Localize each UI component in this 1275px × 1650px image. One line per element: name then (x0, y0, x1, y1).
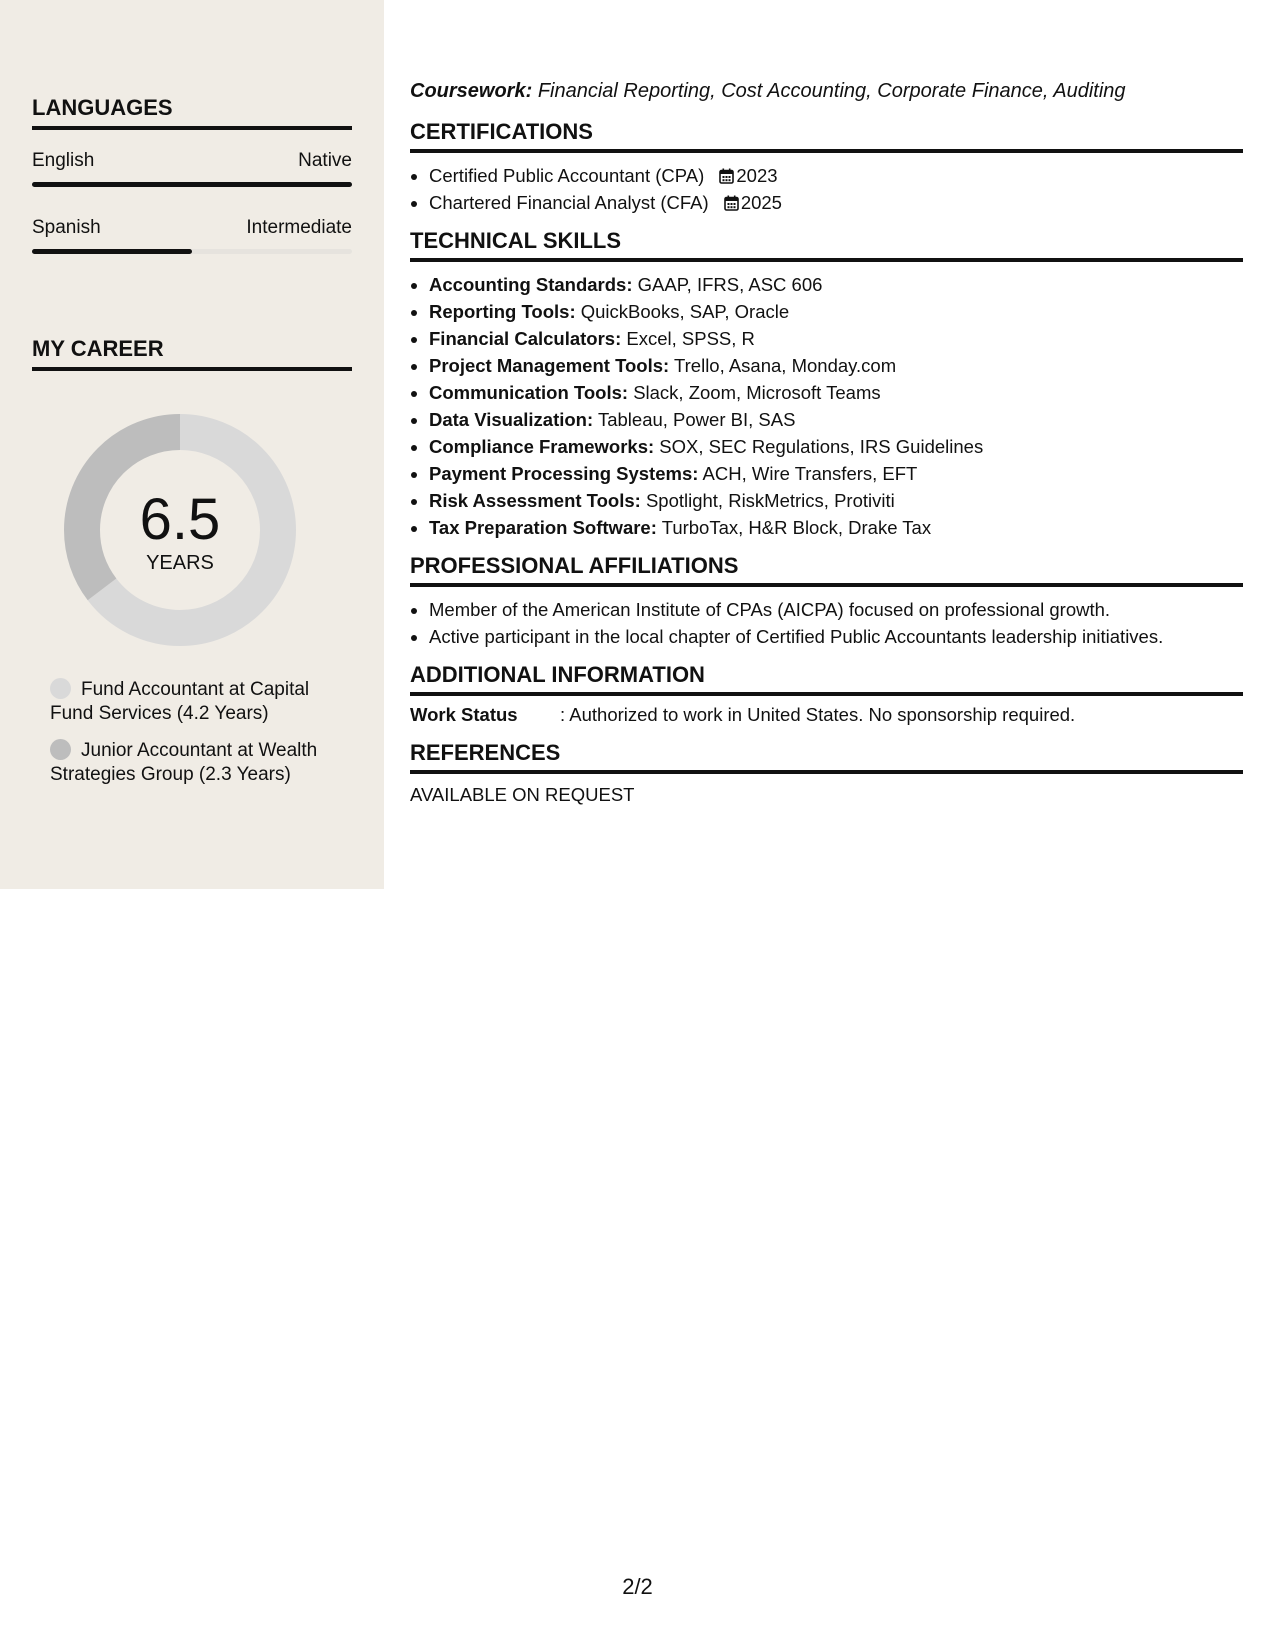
coursework-label: Coursework: (410, 80, 533, 102)
language-proficiency-bar (32, 182, 352, 187)
skill-label: Financial Calculators: (429, 328, 622, 349)
affiliation-item: • Active participant in the local chapter of Certified Public Accountants leadership initiatives. (429, 623, 1243, 650)
skill-label: Accounting Standards: (429, 274, 633, 295)
affiliation-item: • Member of the American Institute of CPAs (AICPA) focused on professional growth. (429, 596, 1243, 623)
skill-value: ACH, Wire Transfers, EFT (702, 463, 918, 484)
language-level: Intermediate (246, 217, 352, 238)
skill-value: QuickBooks, SAP, Oracle (580, 301, 790, 322)
language-item-spanish (32, 217, 352, 254)
skill-label: Tax Preparation Software: (429, 517, 657, 538)
skill-value: GAAP, IFRS, ASC 606 (637, 274, 823, 295)
skill-item (429, 379, 1243, 406)
legend-label: Junior Accountant at Wealth Strategies Group (2.3 Years) (50, 740, 318, 785)
skill-label: Project Management Tools: (429, 355, 670, 376)
page-number: 2/2 (622, 1574, 653, 1599)
skill-label: Risk Assessment Tools: (429, 490, 641, 511)
technical-skills-list (410, 271, 1243, 541)
language-name: English (32, 150, 95, 171)
legend-label: Fund Accountant at Capital Fund Services (4.2 Years) (50, 679, 310, 724)
career-legend-item (50, 739, 350, 787)
certification-name: Chartered Financial Analyst (CFA) (429, 192, 709, 213)
skill-value: Slack, Zoom, Microsoft Teams (633, 382, 881, 403)
certification-item (429, 189, 1243, 216)
certifications-list (410, 162, 1243, 216)
skill-label: Payment Processing Systems: (429, 463, 699, 484)
skill-item (429, 352, 1243, 379)
language-proficiency-fill (32, 249, 192, 254)
sidebar (0, 0, 384, 889)
certification-year: 2023 (736, 165, 778, 186)
career-legend (50, 678, 350, 800)
main-content (410, 80, 1243, 806)
skill-label: Compliance Frameworks: (429, 436, 655, 457)
affiliations-heading: PROFESSIONAL AFFILIATIONS (410, 553, 1243, 587)
references-text: AVAILABLE ON REQUEST (410, 784, 635, 805)
skill-value: Tableau, Power BI, SAS (597, 409, 796, 430)
coursework-line (410, 80, 1243, 103)
career-section (32, 336, 352, 371)
skill-item (429, 460, 1243, 487)
skill-value: Excel, SPSS, R (626, 328, 755, 349)
skill-item (429, 325, 1243, 352)
certifications-heading: CERTIFICATIONS (410, 119, 1243, 153)
career-heading: MY CAREER (32, 336, 352, 371)
language-proficiency-fill (32, 182, 352, 187)
career-total-years: 6.5 (139, 486, 221, 552)
donut-center (64, 414, 296, 646)
affiliations-list (410, 596, 1243, 650)
languages-heading: LANGUAGES (32, 95, 352, 130)
technical-skills-heading: TECHNICAL SKILLS (410, 228, 1243, 262)
skill-item (429, 406, 1243, 433)
skill-label: Communication Tools: (429, 382, 629, 403)
skill-value: SOX, SEC Regulations, IRS Guidelines (659, 436, 984, 457)
language-name: Spanish (32, 217, 101, 238)
skill-value: TurboTax, H&R Block, Drake Tax (661, 517, 932, 538)
work-status-row (410, 704, 1243, 726)
skill-item (429, 271, 1243, 298)
certification-item (429, 162, 1243, 189)
skill-item (429, 298, 1243, 325)
calendar-icon (719, 168, 734, 184)
work-status-label: Work Status (410, 704, 518, 725)
language-item-english (32, 150, 352, 187)
work-status-value: : Authorized to work in United States. No sponsorship required. (560, 704, 1076, 725)
legend-dot-icon (50, 678, 71, 699)
skill-label: Reporting Tools: (429, 301, 576, 322)
career-total-unit: YEARS (146, 551, 214, 574)
skill-item (429, 433, 1243, 460)
certification-name: Certified Public Accountant (CPA) (429, 165, 705, 186)
skill-value: Trello, Asana, Monday.com (674, 355, 897, 376)
calendar-icon (724, 195, 739, 211)
references-heading: REFERENCES (410, 740, 1243, 774)
coursework-text: Financial Reporting, Cost Accounting, Corporate Finance, Auditing (537, 80, 1126, 102)
career-donut-chart (64, 414, 296, 646)
career-legend-item (50, 678, 350, 726)
skill-label: Data Visualization: (429, 409, 594, 430)
legend-dot-icon (50, 739, 71, 760)
skill-value: Spotlight, RiskMetrics, Protiviti (645, 490, 895, 511)
language-level: Native (298, 150, 352, 171)
skill-item (429, 514, 1243, 541)
languages-section (32, 95, 352, 254)
additional-info-heading: ADDITIONAL INFORMATION (410, 662, 1243, 696)
certification-year: 2025 (740, 192, 782, 213)
language-proficiency-bar (32, 249, 352, 254)
skill-item (429, 487, 1243, 514)
